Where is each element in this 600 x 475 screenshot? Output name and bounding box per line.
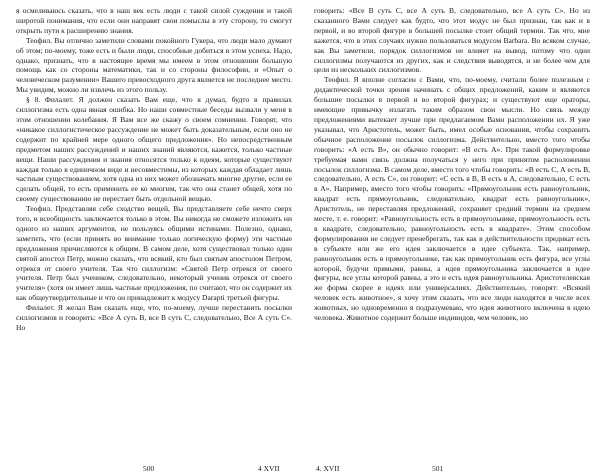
right-paragraph-1: говорить: «Все В суть С, все А суть В, следовательно, все А суть С». Но из сказанного Вами следует как будто, что этот модус не был признан, так как и в первой, и во второй фигуре в большей посылке стоит общий термин. Так что, мне кажется, что в этих случаях нужно пользоваться модусом Barbara. Во всяком случае, как Вы заметили, порядок силлогизмов не влияет на вывод, потому что одни силлогизмы получаются из других, как и следствия выводятся, и не более чем для цели из нескольких силлогизмов. — [314, 6, 590, 75]
left-paragraph-1: я осмеливаюсь сказать, что в наш век есть люди с такой силой суждения и такой широтой понимания, что если они направят свои помыслы в эту сторону, то смогут открыть пути к расширению знания. — [16, 6, 292, 35]
left-page — [16, 6, 292, 333]
right-page-number: 501 — [432, 464, 444, 473]
left-paragraph-5: Филалет. Я желал Вам сказать еще, что, по-моему, лучше переставить посылки силлогизмов и говорить: «Все А суть В, все В суть С, следовательно, Все А суть С». Но — [16, 303, 292, 332]
right-paragraph-2: Теофил. Я вполне согласен с Вами, что, по-моему, считали более полезным с дидактической точки зрения начинать с общих предложений, каким и являются большие посылки в первой и во второй фигурах; и существуют еще ораторы, имеющие привычку излагать таким образом свои мысли. Но связь между предложениями вытекает лучше при предлагаемом Вами расположении их. Я уже указывал, что Аристотель, может быть, имел особые основания, чтобы сохранить обычное расположение посылок силлогизма. Действительно, вместо того чтобы говорить: «А есть В», он обычно говорит: «В есть А». При такой формулировке требуемая вами связь должна получаться у него при принятом расположении посылок силлогизма. В самом деле, вместо того чтобы говорить: «В есть С, А есть В, следовательно, А есть С», он говорит: «С есть в В, В есть в А, следовательно, С есть в А». Например, вместо того чтобы говорить: «Прямоугольник есть равноугольник, квадрат есть прямоугольник, следовательно, квадрат есть равноугольник», Аристотель, не переставляя предложений, сохраняет средний термин на среднем месте, т. е. говорит: «Равноугольность есть в прямоугольнике, прямоугольность есть в квадрате, следовательно, равноугольность есть в квадрате». Этим способом формулирования не следует пренебрегать, так как в действительности предикат есть в субъекте или же его идея заключается в идее субъекта. Так, например, равноугольник есть в прямоугольнике, так как прямоугольник есть фигура, все углы которой, будучи прямыми, равны, а идея прямоугольника заключается в идее фигуры, все углы которой равны, а это и есть идея равноугольника. Аристотелевская же форма скорее в идеях или универсалиях. Действительно, говорят: «Всякий человек есть животное», я хочу этим сказать, что все люди находятся в числе всех животных, но одновременно я подразумеваю, что идея животного включена в идею человека. Животное содержит больше индивидов, чем человек, но — [314, 75, 590, 323]
left-page-number: 500 — [143, 464, 155, 473]
left-paragraph-4: Теофил. Представляя себе сходство вещей, Вы представляете себе нечто сверх того, и всеобщность заключается только в этом. Вы никогда не сможете изложить ни одного из наших аргументов, не пользуясь общими истинами. Полезно, однако, заметить, что (если принять во внимание только логическую форму) эти частные предложения причисляются к общим. В самом деле, хотя существовал только один святой апостол Петр, можно сказать, что всякий, кто был святым апостолом Петром, отрекся от своего учителя. Так что силлогизм: «Святой Петр отрекся от своего учителя. Петр был учеником, следовательно, некоторый ученик отрекся от своего учителя» (хотя он имеет лишь частные предложения, по считают, что он содержит их как общеутвердительные и что он принадлежит к модусу Darapti третьей фигуры. — [16, 204, 292, 303]
right-signature-mark: 4. XVII — [316, 464, 340, 473]
right-page — [314, 6, 590, 323]
left-signature-mark: 4 XVII — [258, 464, 280, 473]
left-paragraph-2: Теофил. Вы отлично заметили словами покойного Гукера, что люди мало думают об этом; по-моему, тоже есть и были люди, способные добиться в этом успеха. Надо, однако, признать, что в настоящее время мы имеем в этом отношении большую помощь как со стороны математики, так и со стороны философии, и «Опыт о человеческом разумении» Вашего превосходного друга является не последнее место. Мы увидим, можно ли извлечь из этого пользу. — [16, 35, 292, 95]
left-paragraph-3: § 8. Филалет. Я должен сказать Вам еще, что я думал, будто в правилах силлогизма есть одна явная ошибка. Но наши совместные беседы вызвали у меня в этом отношении колебания. Я Вам все же скажу о своем сомнении. Говорят, что «никакое силлогистическое рассуждение не может быть доказательным, если оно не содержит по крайней мере одного общего предложения». Но непосредственным предметом наших рассуждений и наших знаний являются, кажется, только частные вещи. Наши рассуждения и знания относятся только к идеям, которые существуют каждая только в единичном виде и несовместимы, из которых каждая обладает лишь частным существованием, хотя одна из них может обозначать многие другие, если ее сделать общей, то есть применить ее ко многим, так что она станет общей, хотя по своему существованию не перестает быть отдельной вещью. — [16, 95, 292, 204]
